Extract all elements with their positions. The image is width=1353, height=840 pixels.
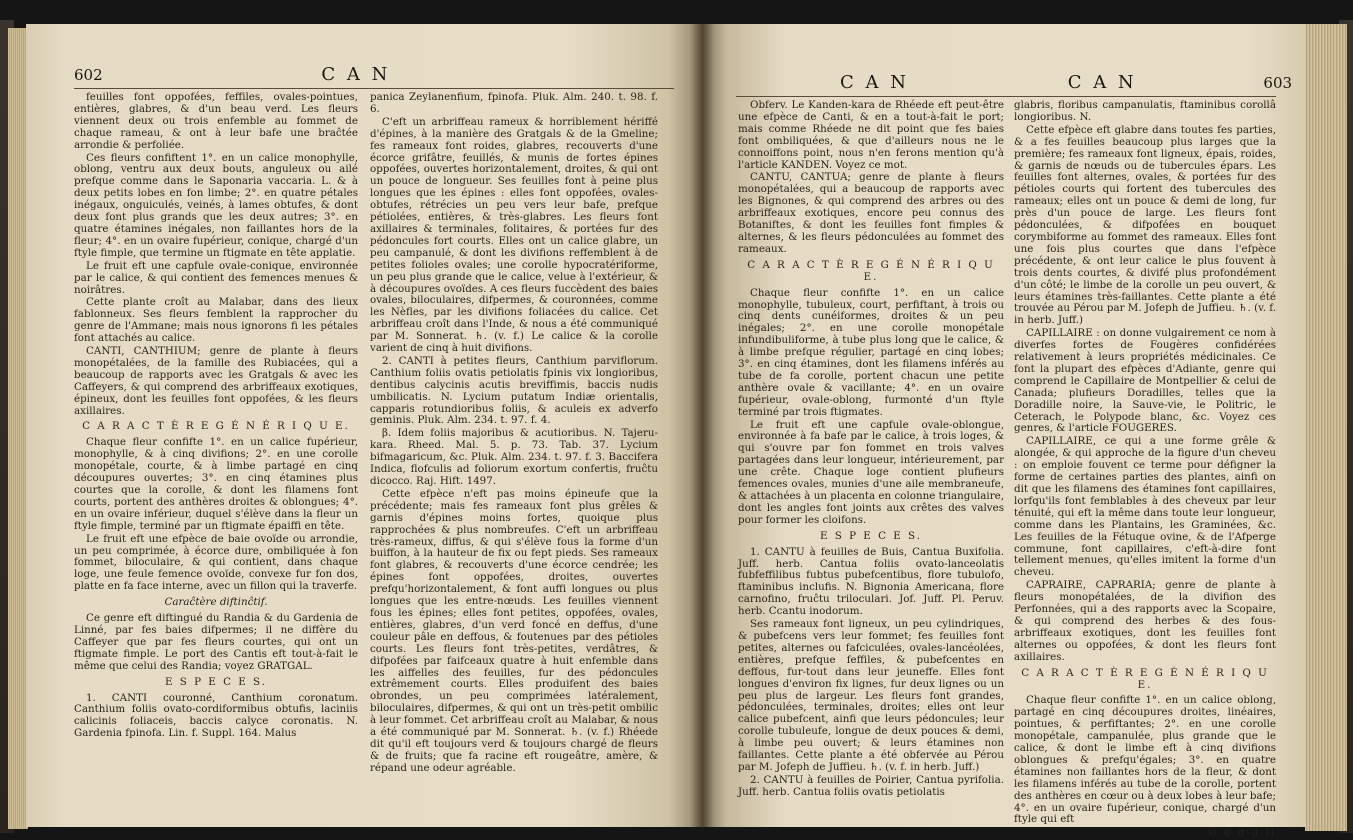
paragraph: C'eft un arbriffeau rameux & horriblement hériffé d'épines, à la manière des Gratgals & de la Gmeline; fes rameaux font roides, glabres, recouverts d'une écorce grifâtre, feuillés, & munis de fortes épines oppofées, ouvertes horizontalement, droites, & qui ont un pouce de longueur. Ses feuilles font à peine plus longues que les épines : elles font oppofées, ovales-obtufes, rétrécies un peu vers leur bafe, prefque pétiolées, entières, & très-glabres. Les fleurs font axillaires & terminales, folitaires, & portées fur des pédoncules fort courts. Elles ont un calice glabre, un peu campanulé, & dont les divifions reffemblent à de petites folioles ovales; une corolle hypocratériforme, un peu plus grande que le calice, velue à l'extérieur, & à découpures ovoïdes. A ces fleurs fuccèdent des baies ovales, biloculaires, difpermes, & couronnées, comme les Nèfles, par les divifions foliacées du calice. Cet arbriffeau croît dans l'Inde, & nous a été communiqué par M. Sonnerat. ♄. (v. f.) Le calice & la corolle varient de cinq à huit divifions. [370, 115, 658, 355]
left-page-number: 602 [74, 66, 103, 84]
paragraph: CAPRAIRE, CAPRARIA; genre de plante à fleurs monopétalées, de la divifion des Perfonnées, qui a des rapports avec la Scopaire, & qui comprend des herbes & des fous-arbriffeaux exotiques, dont les feuilles font alternes ou oppofées, & dont les fleurs font axillaires. [1014, 579, 1276, 663]
paragraph: CAPILLAIRE : on donne vulgairement ce nom à diverfes fortes de Fougères confidérées relativement à leurs propriétés médicinales. Ce font la plupart des efpèces d'Adiante, genre qui comprend le Capillaire de Montpellier & celui de Canada; plufieurs Doradilles, telles que la Doradille noire, la Sauve-vie, le Politric, le Ceterach, le Polypode blanc, &c. Voyez ces genres, & l'article FOUGERES. [1014, 327, 1276, 435]
subsection-heading: Caraĉtère diftinĉtif. [164, 596, 268, 609]
right-column-2 [1014, 100, 1276, 840]
paragraph: glabris, floribus campanulatis, ftaminibus corollâ longioribus. N. [1014, 99, 1276, 123]
paragraph: Chaque fleur confifte 1°. en un calice oblong, partagé en cinq découpures droites, linéaires, pointues, & perfiftantes; 2°. en une corolle monopétale, campanulée, plus grande que le calice, & dont le limbe eft à cinq divifions oblongues & prefqu'égales; 3°. en quatre étamines non faillantes hors de la fleur, & dont les filamens inférés au tube de la corolle, portent des anthères en cœur ou à deux lobes à leur bafe; 4°. en un ovaire fupérieur, conique, chargé d'un ftyle qui eft [1014, 694, 1276, 826]
right-page-number: 603 [1263, 74, 1293, 92]
paragraph: CANTU, CANTUA; genre de plante à fleurs monopétalées, qui a beaucoup de rapports avec les Bignones, & qui comprend des arbres ou des arbriffeaux exotiques, encore peu connus des Botaniftes, & dont les feuilles font fimples & alternes, & les fleurs pédonculées au fommet des rameaux. [738, 171, 1004, 255]
paragraph: Cette efpèce eft glabre dans toutes fes parties, & a fes feuilles beaucoup plus larges que la première; fes rameaux font ligneux, épais, roides, & garnis de nœuds ou de tubercules épars. Les feuilles font alternes, ovales, & portées fur des pétioles courts qui fortent des tubercules des rameaux; elles ont un pouce & demi de long, fur près d'un pouce de large. Les fleurs font pédonculées, & difpofées en bouquet corymbiforme au fommet des rameaux. Elles font une fois plus courtes que dans l'efpèce précédente, & ont leur calice le plus fouvent à trois dents courtes, & divifé plus profondément d'un côté; le limbe de la corolle un peu ouvert, & leurs étamines très-faillantes. Cette plante a été trouvée au Pérou par M. Jofeph de Juffieu. ♄. (v. f. in herb. Juff.) [1014, 123, 1276, 327]
paragraph: 1. CANTI couronné, Canthium coronatum. Canthium foliis ovato-cordiformibus obtufis, laciniis calicinis foliaceis, baccis calyce coronatis. N. Gardenia fpinofa. Lin. f. Suppl. 164. Malus [74, 691, 358, 740]
right-page-header [840, 72, 1292, 93]
paragraph: Ce genre eft diftingué du Randia & du Gardenia de Linné, par fes baies difpermes; il ne diffère du Caffeyer que par fes fleurs courtes, qui ont un ftigmate fimple. Le port des Cantis eft tout-à-fait le même que celui des Randia; voyez GRATGAL. [74, 612, 358, 672]
paragraph: 2. CANTU à feuilles de Poirier, Cantua pyrifolia. Juff. herb. Cantua foliis ovatis petiolatis [738, 773, 1004, 798]
paragraph: Ses rameaux font ligneux, un peu cylindriques, & pubefcens vers leur fommet; fes feuilles font petites, alternes ou fafciculées, ovales-lancéolées, entières, prefque feffiles, & pubefcentes en deffous, fur-tout dans leur jeuneffe. Elles font longues d'environ fix lignes, fur deux lignes ou un peu plus de largeur. Les fleurs font grandes, pédonculées, terminales, droites; elles ont leur calice pubefcent, ainfi que leurs pédoncules; leur corolle tubuleufe, longue de deux pouces & demi, à limbe peu ouvert; & leurs étamines non faillantes. Cette plante a été obfervée au Pérou par M. Jofeph de Juffieu. ♄. (v. f. in herb. Juff.) [738, 618, 1004, 773]
right-running-head-1: C A N [840, 72, 909, 93]
species-heading: E S P E C E S. [164, 675, 267, 688]
left-column-2 [370, 92, 658, 776]
paragraph: panica Zeylanenfium, fpinofa. Pluk. Alm. 240. t. 98. f. 6. [370, 91, 658, 115]
section-heading: C A R A C T È R E G É N É R I Q U E. [747, 258, 995, 283]
left-page [26, 24, 702, 827]
species-heading: E S P E C E S. [819, 529, 922, 542]
paragraph: Cette efpèce n'eft pas moins épineufe que la précédente; mais fes rameaux font plus grêles & garnis d'épines moins fortes, quoique plus rapprochées & plus nombreufes. C'eft un arbriffeau très-rameux, diffus, & qui s'élève fous la forme d'un buiffon, à la hauteur de fix ou fept pieds. Ses rameaux font glabres, & recouverts d'une écorce cendrée; les épines font oppofées, droites, ouvertes prefqu'horizontalement, & font auffi longues ou plus longues que les entre-nœuds. Les feuilles viennent fous les épines; elles font petites, oppofées, ovales, entières, glabres, d'un verd foncé en deffus, d'une couleur pâle en deffous, & foutenues par des pétioles courts. Les fleurs font très-petites, verdâtres, & difpofées par faifceaux quatre à huit enfemble dans les aiffelles des feuilles, fur des pédoncules extrêmement courts. Elles produifent des baies obrondes, un peu comprimées latéralement, biloculaires, difpermes, & qui ont un très-petit ombilic à leur fommet. Cet arbriffeau croît au Malabar, & nous a été communiqué par M. Sonnerat. ♄. (v. f.) Rhéede dit qu'il eft toujours verd & toujours chargé de fleurs & de fruits; que fa racine eft rougeâtre, amère, & répand une odeur agréable. [370, 487, 658, 774]
paragraph: Chaque fleur confifte 1°. en un calice fupérieur, monophylle, & à cinq divifions; 2°. en une corolle monopétale, courte, & à limbe partagé en cinq découpures ouvertes; 3°. en cinq étamines plus courtes que la corolle, & dont les filamens font courts, portent des anthères droites & oblongues; 4°. en un ovaire inférieur, duquel s'élève dans la fleur un ftyle fimple, terminé par un ftigmate épaiffi en tête. [74, 436, 358, 532]
left-column-1 [74, 92, 358, 741]
paragraph: Cette plante croît au Malabar, dans des lieux fablonneux. Ses fleurs femblent la rapprocher du genre de l'Ammane; mais nous ignorons fi les pétales font attachés au calice. [74, 296, 358, 345]
section-heading: C A R A C T È R E G É N É R I Q U E. [82, 420, 350, 433]
left-page-header [74, 64, 390, 85]
paragraph: Chaque fleur confifte 1°. en un calice monophylle, tubuleux, court, perfiftant, à trois ou cinq dents cunéiformes, droites & un peu inégales; 2°. en une corolle monopétale infundibuliforme, à tube plus long que le calice, & à limbe prefque régulier, partagé en cinq lobes; 3°. en cinq étamines, dont les filamens inférés au tube de fa corolle, portent chacun une petite anthère ovale & vacillante; 4°. en un ovaire fupérieur, ovale-oblong, furmonté d'un ftyle terminé par trois ftigmates. [738, 286, 1004, 418]
page-edges-right [1305, 24, 1347, 831]
paragraph: Ces fleurs confiftent 1°. en un calice monophylle, oblong, ventru aux deux bouts, anguleux ou ailé prefque comme dans le Saponaria vaccaria. L. & à deux petits lobes en fon limbe; 2°. en quatre pétales inégaux, onguiculés, veinés, à lames obtufes, & dont deux font plus grands que les deux autres; 3°. en quatre étamines inégales, non faillantes hors de la fleur; 4°. en un ovaire fupérieur, conique, chargé d'un ftyle fimple, que termine un ftigmate en tête applatie. [74, 151, 358, 259]
signature-mark: G g g g ij [1208, 826, 1276, 839]
right-running-head-2: C A N [1067, 72, 1137, 93]
paragraph: Obferv. Le Kanden-kara de Rhéede eft peut-être une efpèce de Canti, & en a tout-à-fait le port; mais comme Rhéede ne dit point que fes baies font ombiliquées, & que d'ailleurs nous ne le connoiffons point, nous n'en ferons mention qu'à l'article KANDEN. Voyez ce mot. [738, 99, 1004, 171]
paragraph: β. Idem foliis majoribus & acutioribus. N. Tajeru-kara. Rheed. Mal. 5. p. 73. Tab. 37. Lycium bifmagaricum, &c. Pluk. Alm. 234. t. 97. f. 3. Baccifera Indica, flofculis ad foliorum exortum confertis, fruĉtu dicocco. Raj. Hift. 1497. [370, 427, 658, 487]
paragraph: feuilles font oppofées, feffiles, ovales-pointues, entières, glabres, & d'un beau verd. Les fleurs viennent deux ou trois enfemble au fommet de chaque rameau, & ont à leur bafe une braĉtée arrondie & perfoliée. [74, 91, 358, 151]
page-edges-left [8, 28, 28, 829]
paragraph: CAPILLAIRE, ce qui a une forme grêle & alongée, & qui approche de la figure d'un cheveu : on emploie fouvent ce terme pour défigner la forme de certaines parties des plantes, ainfi on dit que les filamens des étamines font capillaires, lorfqu'ils font femblables à des cheveux par leur ténuité, qui eft la même dans toute leur longueur, comme dans les Plantains, les Graminées, &c. Les feuilles de la Fétuque ovine, & de l'Afperge commune, font capillaires, c'eft-à-dire font tellement menues, qu'elles imitent la forme d'un cheveu. [1014, 435, 1276, 579]
paragraph: 2. CANTI à petites fleurs, Canthium parviflorum. Canthium foliis ovatis petiolatis fpinis vix longioribus, dentibus calycinis acutis breviffimis, baccis nudis umbilicatis. N. Lycium putatum Indiæ orientalis, capparis rotundioribus foliis, & aculeis ex adverfo geminis. Pluk. Alm. 234. t. 97. f. 4. [370, 354, 658, 427]
book-gutter [690, 24, 714, 827]
paragraph: CANTI, CANTHIUM; genre de plante à fleurs monopétalées, de la famille des Rubiacées, qui a beaucoup de rapports avec les Gratgals & avec les Caffeyers, & qui comprend des arbriffeaux exotiques, épineux, dont les feuilles font oppofées, & les fleurs axillaires. [74, 345, 358, 417]
left-running-head: C A N [321, 64, 391, 85]
paragraph: Le fruit eft une capfule ovale-conique, environnée par le calice, & qui contient des femences menues & noirâtres. [74, 259, 358, 296]
paragraph: Le fruit eft une efpèce de baie ovoïde ou arrondie, un peu comprimée, à écorce dure, ombiliquée à fon fommet, biloculaire, & qui contient, dans chaque loge, une feule femence ovoïde, convexe fur fon dos, platte en fa face interne, avec un fillon qui la traverfe. [74, 532, 358, 593]
section-heading: C A R A C T È R E G É N É R I Q U E. [1021, 666, 1269, 691]
paragraph: Le fruit eft une capfule ovale-oblongue, environnée à fa bafe par le calice, à trois loges, & qui s'ouvre par fon fommet en trois valves partagées dans leur longueur, intérieurement, par une crête. Chaque loge contient plufieurs femences ovales, munies d'une aile membraneufe, & attachées à un placenta en colonne triangulaire, dont les angles font joints aux crêtes des valves pour former les cloifons. [738, 418, 1004, 526]
right-page [702, 24, 1306, 839]
paragraph: 1. CANTU à feuilles de Buis, Cantua Buxifolia. Juff. herb. Cantua foliis ovato-lanceolatis fubfeffilibus fubtus pubefcentibus, flore tubulofo, ftaminibus inclufis. N. Bignonia Americana, flore carnofino, fruĉtu triloculari. Jof. Juff. Pl. Peruv. herb. Ccantu inodorum. [738, 545, 1004, 618]
right-header-rule [736, 96, 1276, 97]
left-header-rule [74, 88, 674, 89]
right-column-1 [738, 100, 1004, 800]
